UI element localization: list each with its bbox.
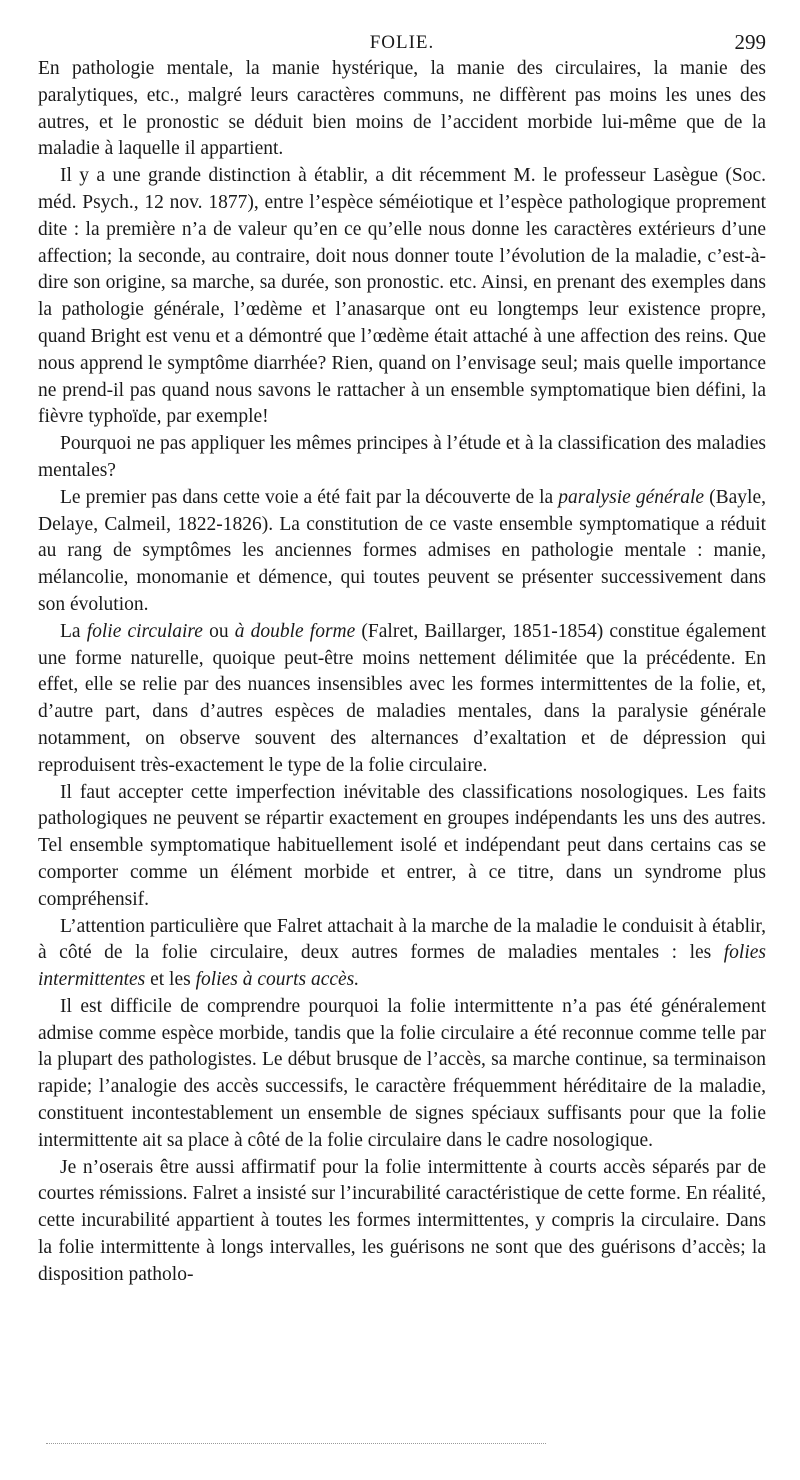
text-run: Pourquoi ne pas appliquer les mêmes principes à l’étude et à la classification des maladies mentales?: [38, 433, 766, 481]
text-run: Le premier pas dans cette voie a été fait par la découverte de la: [60, 486, 559, 508]
paragraph: [38, 163, 766, 431]
footer-dotted-rule: [46, 1443, 546, 1444]
text-run: L’attention particulière que Falret attachait à la marche de la maladie le conduisit à établir, à côté de la folie circulaire, deux autres formes de maladies mentales : les: [38, 915, 766, 964]
paragraph: [38, 914, 766, 994]
italic-term: folies à courts accès.: [195, 969, 360, 991]
paragraph: [38, 485, 766, 619]
text-run: La: [60, 620, 87, 642]
text-run: Il y a une grande distinction à établir, a dit récemment M. le professeur Lasègue (Soc. méd. Psych., 12 nov. 1877), entre l’espèce séméiotique et l’espèce pathologique proprement dite : la première n’a de valeur qu’en ce qu’elle nous donne les caractères extérieurs d’une affection; la seconde, au contraire, doit nous donner toute l’évolution de la maladie, c’est-à-dire son origine, sa marche, sa durée, son pronostic. etc. Ainsi, en prenant des exemples dans la pathologie générale, l’œdème et l’anasarque ont eu longtemps leur existence propre, quand Bright est venu et a démontré que l’œdème était attaché à une affection des reins. Que nous apprend le symptôme diarrhée? Rien, quand on l’envisage seul; mais quelle importance ne prend-il pas quand nous savons le rattacher à un ensemble symptomatique bien défini, la fièvre typhoïde, par exemple!: [38, 165, 766, 428]
italic-term: à double forme: [234, 620, 356, 642]
italic-term: folies intermittentes: [38, 942, 766, 991]
text-run: et les: [145, 969, 196, 991]
paragraph: [38, 994, 766, 1155]
text-run: En pathologie mentale, la manie hystérique, la manie des circulaires, la manie des paralytiques, etc., malgré leurs caractères communs, ne diffèrent pas moins les unes des autres, et le pronostic se déduit bien moins de l’accident morbide lui-même que de la maladie à laquelle il appartient.: [38, 58, 766, 160]
paragraph: [38, 1155, 766, 1289]
paragraph: [38, 431, 766, 485]
text-run: Il faut accepter cette imperfection inévitable des classifications nosologiques. Les faits pathologiques ne peuvent se répartir exactement en groupes indépendants les uns des autres. Tel ensemble symptomatique habituellement isolé et indépendant peut dans certains cas se comporter comme un élément morbide et entrer, à ce titre, dans un syndrome plus compréhensif.: [38, 781, 766, 910]
italic-term: folie circulaire: [86, 620, 203, 642]
text-run: (Bayle, Delaye, Calmeil, 1822-1826). La constitution de ce vaste ensemble symptomatique a réduit au rang de symptômes les anciennes formes admises en pathologie mentale : manie, mélancolie, monomanie et démence, qui toutes peuvent se présenter successivement dans son évolution.: [38, 486, 766, 615]
running-head: [38, 26, 766, 56]
paragraph: [38, 56, 766, 163]
text-run: ou: [202, 620, 235, 642]
text-run: Je n’oserais être aussi affirmatif pour la folie intermittente à courts accès séparés par de courtes rémissions. Falret a insisté sur l’incurabilité caractéristique de cette forme. En réalité, cette incurabilité appartient à toutes les formes intermittentes, y compris la circulaire. Dans la folie intermittente à longs intervalles, les guérisons ne sont que des guérisons d’accès; la disposition patholo-: [38, 1156, 766, 1285]
text-run: (Falret, Baillarger, 1851-1854) constitue également une forme naturelle, quoique peut-être moins nettement délimitée que la précédente. En effet, elle se relie par des nuances insensibles avec les formes intermittentes de la folie, et, d’autre part, dans d’autres espèces de maladies mentales, dans la paralysie générale notamment, on observe souvent des alternances d’exaltation et de dépression qui reproduisent très-exactement le type de la folie circulaire.: [38, 620, 766, 776]
book-page: [38, 26, 766, 1289]
text-run: Il est difficile de comprendre pourquoi la folie intermittente n’a pas été généralement admise comme espèce morbide, tandis que la folie circulaire a été reconnue comme telle par la plupart des pathologistes. Le début brusque de l’accès, sa marche continue, sa terminaison rapide; l’analogie des accès successifs, le caractère fréquemment héréditaire de la maladie, constituent incontestablement un ensemble de signes spéciaux suffisants pour que la folie intermittente ait sa place à côté de la folie circulaire dans le cadre nosologique.: [38, 995, 766, 1151]
body-text: [38, 56, 766, 1289]
paragraph: [38, 780, 766, 914]
page-number: 299: [734, 30, 766, 54]
italic-term: paralysie générale: [558, 486, 705, 508]
running-title: FOLIE.: [369, 32, 435, 53]
paragraph: [38, 619, 766, 780]
